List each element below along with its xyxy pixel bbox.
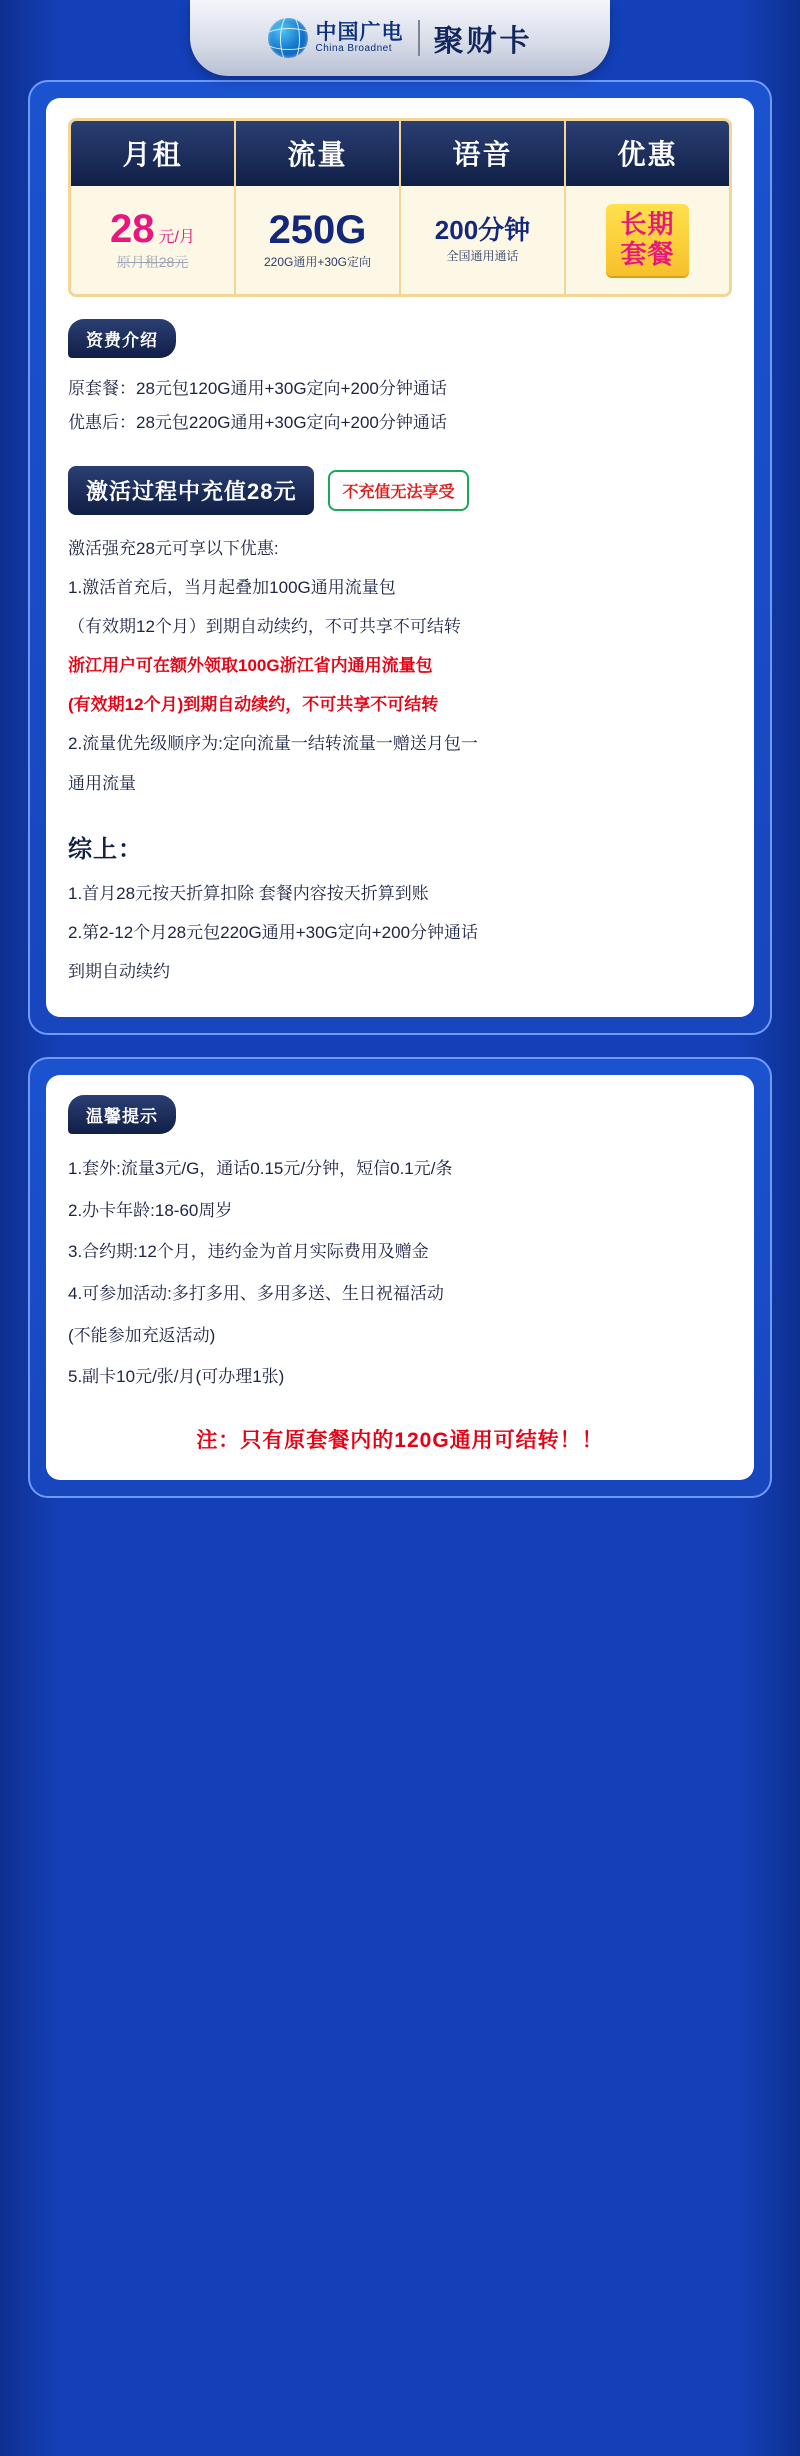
- activation-item: 1.激活首充后，当月起叠加100G通用流量包: [68, 578, 396, 598]
- data-value: 250G: [268, 208, 367, 252]
- globe-icon: [268, 18, 308, 58]
- promo-badge-line1: 长期: [620, 209, 675, 240]
- activation-item-highlight: (有效期12个月)到期自动续约，不可共享不可结转: [68, 695, 439, 715]
- tip-item: (不能参加充返活动): [68, 1325, 216, 1345]
- tip-item: 4.可参加活动:多打多用、多用多送、生日祝福活动: [68, 1283, 444, 1303]
- activation-header-row: [68, 466, 732, 515]
- plan-card: [46, 98, 754, 1017]
- spec-column-header-promo: 优惠: [617, 139, 678, 170]
- page-header: [0, 0, 800, 80]
- spec-column-header-fee: 月租: [71, 121, 236, 186]
- spec-table: [68, 118, 732, 297]
- tariff-line: 优惠后：28元包220G通用+30G定向+200分钟通话: [68, 413, 447, 432]
- activation-item: （有效期12个月）到期自动续约，不可共享不可结转: [68, 617, 461, 637]
- spec-column-header-data: 流量: [236, 121, 401, 186]
- spec-cell-voice: [401, 186, 566, 294]
- monthly-fee-unit: 元/月: [158, 228, 195, 246]
- spec-table-header: [71, 121, 729, 186]
- tip-item: 5.副卡10元/张/月(可办理1张): [68, 1367, 285, 1387]
- logo-text: [316, 22, 404, 55]
- brand-divider: [418, 20, 420, 56]
- monthly-fee-original: 原月租28元: [116, 253, 189, 270]
- tariff-section-label: 资费介绍: [68, 319, 176, 358]
- tip-item: 2.办卡年龄:18-60周岁: [68, 1200, 233, 1220]
- activation-item: 通用流量: [68, 773, 136, 793]
- activation-title: 激活过程中充值28元: [68, 466, 314, 515]
- tip-item: 3.合约期:12个月，违约金为首月实际费用及赠金: [68, 1242, 429, 1262]
- brand-plate: [190, 0, 610, 76]
- spec-cell-fee: [71, 186, 236, 294]
- tips-card: [46, 1075, 754, 1480]
- main-panel: [28, 80, 772, 1035]
- activation-item-highlight: 浙江用户可在额外领取100G浙江省内通用流量包: [68, 656, 433, 676]
- bottom-spacer: [0, 1520, 800, 1560]
- monthly-fee-value: 28: [110, 206, 155, 251]
- product-title: 聚财卡: [433, 25, 533, 58]
- summary-item: 到期自动续约: [68, 961, 170, 981]
- tip-item: 1.套外:流量3元/G，通话0.15元/分钟，短信0.1元/条: [68, 1158, 453, 1178]
- tips-final-note: 注：只有原套餐内的120G通用可结转！！: [196, 1428, 604, 1452]
- tips-section-label: 温馨提示: [68, 1095, 176, 1134]
- monthly-fee-row: [110, 206, 195, 251]
- data-note: 220G通用+30G定向: [263, 255, 372, 269]
- summary-item: 2.第2-12个月28元包220G通用+30G定向+200分钟通话: [68, 922, 479, 942]
- activation-warning-badge: 不充值无法享受: [328, 470, 468, 511]
- spec-cell-promo: [566, 186, 729, 294]
- spec-cell-data: [236, 186, 401, 294]
- activation-item: 2.流量优先级顺序为:定向流量一结转流量一赠送月包一: [68, 734, 478, 754]
- summary-title: 综上：: [68, 835, 143, 863]
- promo-badge: [606, 204, 688, 276]
- voice-value: 200分钟: [434, 214, 531, 245]
- tips-panel: [28, 1057, 772, 1498]
- spec-table-body: [71, 186, 729, 294]
- activation-intro: 激活强充28元可享以下优惠:: [68, 539, 279, 558]
- logo: [268, 18, 404, 58]
- tariff-line: 原套餐：28元包120G通用+30G定向+200分钟通话: [68, 379, 447, 398]
- logo-english-name: China Broadnet: [315, 42, 392, 54]
- spec-column-header-voice: 语音: [401, 121, 566, 186]
- promo-badge-line2: 套餐: [620, 239, 675, 269]
- voice-note: 全国通用通话: [446, 249, 519, 264]
- summary-item: 1.首月28元按天折算扣除 套餐内容按天折算到账: [68, 883, 429, 903]
- logo-chinese-name: 中国广电: [315, 20, 404, 44]
